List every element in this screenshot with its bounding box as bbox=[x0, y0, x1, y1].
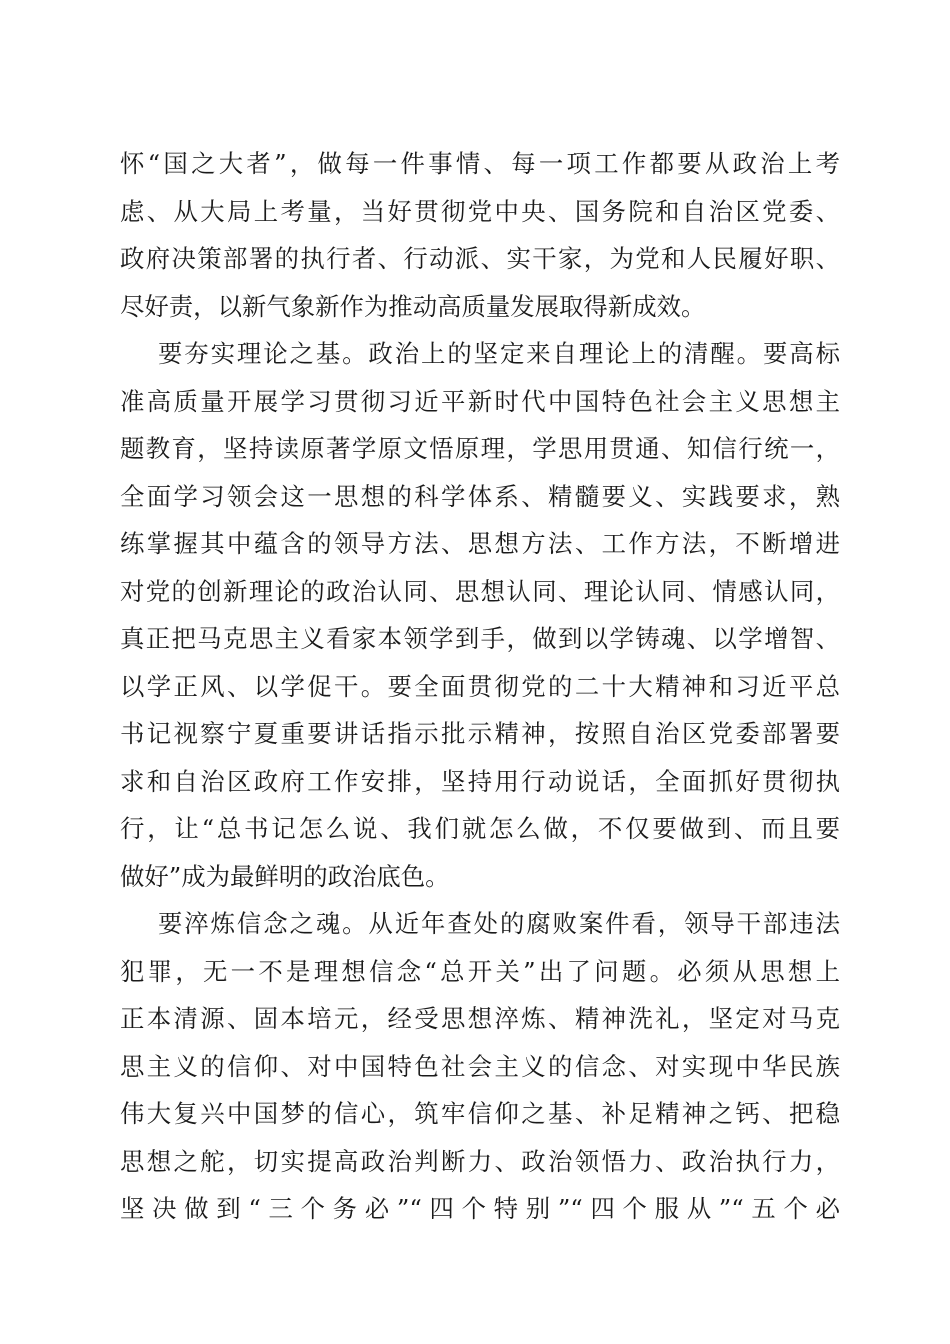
paragraph-line: 行，让“总书记怎么说、我们就怎么做，不仅要做到、而且要 bbox=[120, 814, 840, 843]
paragraph-3 bbox=[120, 900, 840, 1233]
paragraph-line: 犯罪，无一不是理想信念“总开关”出了问题。必须从思想上 bbox=[120, 956, 840, 986]
paragraph-line: 求和自治区政府工作安排，坚持用行动说话，全面抓好贯彻执 bbox=[120, 766, 840, 796]
paragraph-line: 做好”成为最鲜明的政治底色。 bbox=[120, 861, 450, 891]
paragraph-1 bbox=[120, 140, 840, 330]
paragraph-line: 思想之舵，切实提高政治判断力、政治领悟力、政治执行力， bbox=[120, 1146, 840, 1176]
paragraph-line: 政府决策部署的执行者、行动派、实干家，为党和人民履好职、 bbox=[120, 244, 840, 273]
paragraph-line: 练掌握其中蕴含的领导方法、思想方法、工作方法，不断增进 bbox=[120, 529, 840, 558]
paragraph-line: 书记视察宁夏重要讲话指示批示精神，按照自治区党委部署要 bbox=[120, 719, 840, 748]
paragraph-line: 要淬炼信念之魂。从近年查处的腐败案件看，领导干部违法 bbox=[158, 909, 840, 938]
paragraph-line: 坚决做到“三个务必”“四个特别”“四个服从”“五个必 bbox=[120, 1194, 840, 1223]
paragraph-2 bbox=[120, 330, 840, 900]
paragraph-line: 伟大复兴中国梦的信心，筑牢信仰之基、补足精神之钙、把稳 bbox=[120, 1099, 840, 1128]
paragraph-line: 要夯实理论之基。政治上的坚定来自理论上的清醒。要高标 bbox=[158, 339, 840, 368]
paragraph-line: 以学正风、以学促干。要全面贯彻党的二十大精神和习近平总 bbox=[120, 671, 840, 701]
paragraph-line: 怀“国之大者”，做每一件事情、每一项工作都要从政治上考 bbox=[120, 149, 840, 178]
paragraph-line: 虑、从大局上考量，当好贯彻党中央、国务院和自治区党委、 bbox=[120, 196, 840, 226]
document-body bbox=[120, 140, 840, 1233]
paragraph-line: 全面学习领会这一思想的科学体系、精髓要义、实践要求，熟 bbox=[120, 481, 840, 511]
paragraph-line: 对党的创新理论的政治认同、思想认同、理论认同、情感认同， bbox=[120, 576, 840, 606]
paragraph-line: 准高质量开展学习贯彻习近平新时代中国特色社会主义思想主 bbox=[120, 386, 840, 416]
paragraph-line: 思主义的信仰、对中国特色社会主义的信念、对实现中华民族 bbox=[120, 1051, 840, 1081]
paragraph-line: 题教育，坚持读原著学原文悟原理，学思用贯通、知信行统一， bbox=[120, 434, 840, 463]
paragraph-line: 真正把马克思主义看家本领学到手，做到以学铸魂、以学增智、 bbox=[120, 624, 840, 653]
paragraph-line: 尽好责，以新气象新作为推动高质量发展取得新成效。 bbox=[120, 291, 706, 321]
paragraph-line: 正本清源、固本培元，经受思想淬炼、精神洗礼，坚定对马克 bbox=[120, 1004, 840, 1033]
